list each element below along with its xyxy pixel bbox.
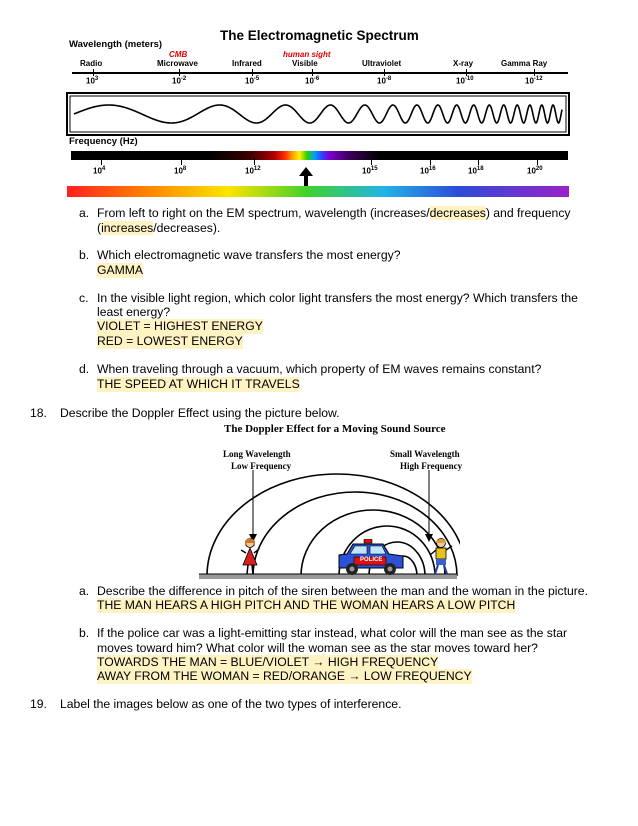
frequency-spectrum-bar	[71, 151, 568, 160]
wavelength-label: Wavelength (meters)	[69, 39, 163, 50]
q18b-question-line1: If the police car was a light-emitting star instead, what color will the man see as the star	[97, 626, 568, 640]
woman-figure	[238, 537, 262, 577]
region-radio: Radio	[80, 59, 103, 68]
q18-number: 18.	[30, 406, 47, 420]
wl-value: $10^{-8}$	[377, 76, 392, 86]
q18-question: Describe the Doppler Effect using the picture below.	[60, 406, 340, 420]
q18b-question-line2: moves toward him? What color will the woman see as the star moves toward her?	[97, 641, 538, 655]
q17c-question-line2: least energy?	[97, 305, 171, 319]
freq-tick	[181, 158, 182, 165]
wl-tick	[179, 69, 180, 76]
q17b-letter: b.	[79, 248, 90, 262]
q17d-answer: THE SPEED AT WHICH IT TRAVELS	[97, 377, 300, 391]
freq-value: $10^4$	[93, 166, 106, 176]
arrow-up-icon	[296, 166, 316, 188]
q19-number: 19.	[30, 697, 47, 711]
region-xray: X-ray	[453, 59, 474, 68]
q17c-question-line1: In the visible light region, which color light transfers the most energy? Which transfers the	[97, 291, 578, 305]
q19-question: Label the images below as one of the two types of interference.	[60, 697, 402, 711]
doppler-title: The Doppler Effect for a Moving Sound Source	[224, 423, 446, 435]
q18a-letter: a.	[79, 584, 90, 598]
q17b-question: Which electromagnetic wave transfers the most energy?	[97, 248, 401, 262]
visible-light-rainbow	[67, 186, 569, 197]
q17b-answer: GAMMA	[97, 263, 144, 277]
human-sight-label: human sight	[283, 50, 331, 59]
freq-value: $10^8$	[174, 166, 187, 176]
q17a-highlight-decreases: decreases	[429, 206, 486, 220]
frequency-label: Frequency (Hz)	[69, 136, 138, 147]
q17a-line2: (increases/decreases).	[97, 221, 221, 235]
wl-value: $10^{-12}$	[525, 76, 543, 86]
region-gamma: Gamma Ray	[501, 59, 548, 68]
freq-tick	[254, 158, 255, 165]
q18a-question: Describe the difference in pitch of the siren between the man and the woman in the picture.	[97, 584, 588, 598]
q17a-line1: From left to right on the EM spectrum, wavelength (increases/decreases) and frequency	[97, 206, 571, 220]
freq-tick	[478, 158, 479, 165]
wl-tick	[312, 69, 313, 76]
freq-tick	[371, 158, 372, 165]
q17a-letter: a.	[79, 206, 90, 220]
freq-value: $10^{18}$	[468, 166, 484, 176]
freq-value: $10^{15}$	[362, 166, 378, 176]
em-title: The Electromagnetic Spectrum	[220, 28, 419, 43]
region-microwave: Microwave	[157, 59, 198, 68]
q17c-answer-line2: RED = LOWEST ENERGY	[97, 334, 243, 348]
q18b-answer-line1: TOWARDS THE MAN = BLUE/VIOLET → HIGH FREQUENCY	[97, 655, 439, 669]
freq-value: $10^{20}$	[527, 166, 543, 176]
region-infrared: Infrared	[232, 59, 262, 68]
wl-tick	[466, 69, 467, 76]
freq-tick	[537, 158, 538, 165]
wl-tick	[93, 69, 94, 76]
q18a-answer: THE MAN HEARS A HIGH PITCH AND THE WOMAN HEARS A LOW PITCH	[97, 598, 516, 612]
q18b-answer-line2: AWAY FROM THE WOMAN = RED/ORANGE → LOW FREQUENCY	[97, 669, 472, 683]
freq-tick	[430, 158, 431, 165]
region-visible: Visible	[292, 59, 318, 68]
region-ultraviolet: Ultraviolet	[362, 59, 402, 68]
cmb-label: CMB	[169, 50, 188, 59]
freq-value: $10^{16}$	[420, 166, 436, 176]
q17d-question: When traveling through a vacuum, which property of EM waves remains constant?	[97, 362, 542, 376]
wl-value: $10^{-6}$	[305, 76, 320, 86]
label-high-frequency: High Frequency	[400, 461, 463, 471]
man-figure	[428, 537, 454, 577]
doppler-waves	[195, 470, 460, 582]
label-small-wavelength: Small Wavelength	[390, 449, 460, 459]
q17a-highlight-increases: increases	[101, 221, 154, 235]
wl-value: $10^{-10}$	[456, 76, 474, 86]
wl-value: $10^{-5}$	[245, 76, 260, 86]
wl-value: $10^{-2}$	[172, 76, 187, 86]
label-long-wavelength: Long Wavelength	[223, 449, 291, 459]
wave-diagram	[66, 92, 570, 136]
freq-tick	[101, 158, 102, 165]
wl-value: $10^3$	[86, 76, 99, 86]
wl-tick	[384, 69, 385, 76]
q17c-letter: c.	[79, 291, 89, 305]
freq-value: $10^{12}$	[245, 166, 261, 176]
label-low-frequency: Low Frequency	[231, 461, 292, 471]
wl-tick	[252, 69, 253, 76]
q17d-letter: d.	[79, 362, 90, 376]
q17c-answer-line1: VIOLET = HIGHEST ENERGY	[97, 319, 263, 333]
wl-tick	[534, 69, 535, 76]
wavelength-axis	[72, 72, 568, 74]
q18b-letter: b.	[79, 626, 90, 640]
police-car-label: POLICE	[360, 557, 383, 563]
